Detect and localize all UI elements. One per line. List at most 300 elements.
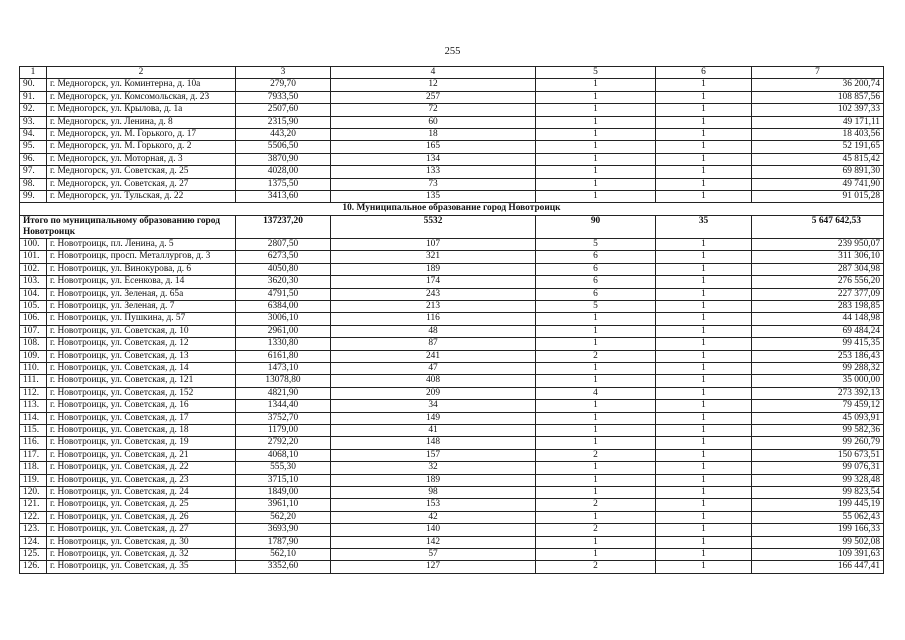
area-cell: 4050,80 <box>236 263 331 275</box>
address-cell: г. Новотроицк, ул. Советская, д. 13 <box>47 350 236 362</box>
count-cell: 72 <box>331 104 536 116</box>
cost-cell: 99 582,36 <box>752 424 884 436</box>
address-cell: г. Новотроицк, ул. Винокурова, д. 6 <box>47 263 236 275</box>
col6-cell: 1 <box>656 449 752 461</box>
total-row <box>20 215 884 238</box>
table-row <box>20 325 884 337</box>
col6-cell: 1 <box>656 141 752 153</box>
row-number-cell: 111. <box>20 375 47 387</box>
address-cell: г. Медногорск, ул. Тульская, д. 22 <box>47 191 236 203</box>
cost-cell: 311 306,10 <box>752 251 884 263</box>
col5-cell: 5 <box>536 238 656 250</box>
count-cell: 116 <box>331 313 536 325</box>
row-number-cell: 92. <box>20 104 47 116</box>
cost-cell: 102 397,33 <box>752 104 884 116</box>
col6-cell: 1 <box>656 412 752 424</box>
col6-cell: 1 <box>656 79 752 91</box>
area-cell: 6273,50 <box>236 251 331 263</box>
col5-cell: 4 <box>536 387 656 399</box>
register-table-body <box>20 67 884 574</box>
table-row <box>20 561 884 573</box>
col5-cell: 1 <box>536 116 656 128</box>
col5-cell: 1 <box>536 549 656 561</box>
count-cell: 142 <box>331 536 536 548</box>
address-cell: г. Новотроицк, ул. Советская, д. 27 <box>47 524 236 536</box>
row-number-cell: 103. <box>20 276 47 288</box>
cost-cell: 99 260,79 <box>752 437 884 449</box>
table-row <box>20 338 884 350</box>
count-cell: 98 <box>331 487 536 499</box>
row-number-cell: 90. <box>20 79 47 91</box>
cost-cell: 287 304,98 <box>752 263 884 275</box>
col6-cell: 1 <box>656 153 752 165</box>
col6-cell: 1 <box>656 350 752 362</box>
count-cell: 174 <box>331 276 536 288</box>
count-cell: 257 <box>331 91 536 103</box>
header-cell-2: 2 <box>47 67 236 79</box>
cost-cell: 227 377,09 <box>752 288 884 300</box>
col6-cell: 1 <box>656 300 752 312</box>
table-row <box>20 288 884 300</box>
area-cell: 1787,90 <box>236 536 331 548</box>
col5-cell: 1 <box>536 462 656 474</box>
col5-cell: 2 <box>536 449 656 461</box>
count-cell: 73 <box>331 178 536 190</box>
cost-cell: 45 815,42 <box>752 153 884 165</box>
address-cell: г. Медногорск, ул. Коминтерна, д. 10а <box>47 79 236 91</box>
table-row <box>20 524 884 536</box>
col6-cell: 1 <box>656 263 752 275</box>
col6-cell: 1 <box>656 524 752 536</box>
col6-cell: 1 <box>656 288 752 300</box>
address-cell: г. Новотроицк, ул. Советская, д. 17 <box>47 412 236 424</box>
cost-cell: 18 403,56 <box>752 129 884 141</box>
cost-cell: 199 445,19 <box>752 499 884 511</box>
count-cell: 140 <box>331 524 536 536</box>
area-cell: 562,10 <box>236 549 331 561</box>
row-number-cell: 119. <box>20 474 47 486</box>
col5-cell: 1 <box>536 338 656 350</box>
area-cell: 3620,30 <box>236 276 331 288</box>
table-row <box>20 362 884 374</box>
table-row <box>20 375 884 387</box>
count-cell: 243 <box>331 288 536 300</box>
table-row <box>20 153 884 165</box>
count-cell: 127 <box>331 561 536 573</box>
cost-cell: 283 198,85 <box>752 300 884 312</box>
count-cell: 189 <box>331 474 536 486</box>
row-number-cell: 98. <box>20 178 47 190</box>
header-row <box>20 67 884 79</box>
col5-cell: 2 <box>536 350 656 362</box>
cost-cell: 45 093,91 <box>752 412 884 424</box>
total-label: Итого по муниципальному образованию город Новотроицк <box>20 215 236 238</box>
count-cell: 12 <box>331 79 536 91</box>
count-cell: 213 <box>331 300 536 312</box>
area-cell: 2792,20 <box>236 437 331 449</box>
cost-cell: 199 166,33 <box>752 524 884 536</box>
address-cell: г. Новотроицк, ул. Зеленая, д. 7 <box>47 300 236 312</box>
table-row <box>20 424 884 436</box>
col6-cell: 1 <box>656 511 752 523</box>
address-cell: г. Новотроицк, ул. Советская, д. 30 <box>47 536 236 548</box>
address-cell: г. Новотроицк, ул. Советская, д. 23 <box>47 474 236 486</box>
count-cell: 47 <box>331 362 536 374</box>
address-cell: г. Новотроицк, ул. Советская, д. 12 <box>47 338 236 350</box>
register-table <box>19 66 884 574</box>
col5-cell: 1 <box>536 313 656 325</box>
count-cell: 153 <box>331 499 536 511</box>
count-cell: 57 <box>331 549 536 561</box>
row-number-cell: 122. <box>20 511 47 523</box>
area-cell: 2807,50 <box>236 238 331 250</box>
col5-cell: 1 <box>536 400 656 412</box>
col5-cell: 1 <box>536 487 656 499</box>
cost-cell: 69 891,30 <box>752 166 884 178</box>
col6-cell: 1 <box>656 462 752 474</box>
row-number-cell: 123. <box>20 524 47 536</box>
col6-cell: 1 <box>656 325 752 337</box>
count-cell: 157 <box>331 449 536 461</box>
cost-cell: 91 015,28 <box>752 191 884 203</box>
col5-cell: 1 <box>536 91 656 103</box>
col6-cell: 1 <box>656 499 752 511</box>
area-cell: 443,20 <box>236 129 331 141</box>
col5-cell: 6 <box>536 276 656 288</box>
cost-cell: 273 392,13 <box>752 387 884 399</box>
col6-cell: 1 <box>656 116 752 128</box>
row-number-cell: 106. <box>20 313 47 325</box>
col5-cell: 1 <box>536 375 656 387</box>
col5-cell: 6 <box>536 263 656 275</box>
address-cell: г. Новотроицк, пл. Ленина, д. 5 <box>47 238 236 250</box>
area-cell: 1179,00 <box>236 424 331 436</box>
address-cell: г. Новотроицк, ул. Советская, д. 152 <box>47 387 236 399</box>
address-cell: г. Медногорск, ул. М. Горького, д. 17 <box>47 129 236 141</box>
address-cell: г. Новотроицк, ул. Советская, д. 10 <box>47 325 236 337</box>
col6-cell: 1 <box>656 129 752 141</box>
col6-cell: 1 <box>656 424 752 436</box>
address-cell: г. Новотроицк, ул. Пушкина, д. 57 <box>47 313 236 325</box>
count-cell: 18 <box>331 129 536 141</box>
address-cell: г. Новотроицк, ул. Советская, д. 26 <box>47 511 236 523</box>
count-cell: 189 <box>331 263 536 275</box>
row-number-cell: 91. <box>20 91 47 103</box>
cost-cell: 36 200,74 <box>752 79 884 91</box>
count-cell: 107 <box>331 238 536 250</box>
col6-cell: 1 <box>656 549 752 561</box>
total-col5: 90 <box>536 215 656 238</box>
col6-cell: 1 <box>656 91 752 103</box>
col6-cell: 1 <box>656 313 752 325</box>
cost-cell: 166 447,41 <box>752 561 884 573</box>
col6-cell: 1 <box>656 166 752 178</box>
col5-cell: 1 <box>536 511 656 523</box>
col5-cell: 1 <box>536 178 656 190</box>
cost-cell: 52 191,65 <box>752 141 884 153</box>
col5-cell: 1 <box>536 412 656 424</box>
table-row <box>20 129 884 141</box>
address-cell: г. Новотроицк, ул. Советская, д. 22 <box>47 462 236 474</box>
address-cell: г. Медногорск, ул. Ленина, д. 8 <box>47 116 236 128</box>
header-cell-5: 5 <box>536 67 656 79</box>
col6-cell: 1 <box>656 387 752 399</box>
table-row <box>20 238 884 250</box>
header-cell-1: 1 <box>20 67 47 79</box>
col6-cell: 1 <box>656 104 752 116</box>
header-cell-6: 6 <box>656 67 752 79</box>
address-cell: г. Медногорск, ул. Крылова, д. 1а <box>47 104 236 116</box>
section-row <box>20 203 884 215</box>
area-cell: 1344,40 <box>236 400 331 412</box>
count-cell: 149 <box>331 412 536 424</box>
row-number-cell: 115. <box>20 424 47 436</box>
area-cell: 3870,90 <box>236 153 331 165</box>
count-cell: 321 <box>331 251 536 263</box>
address-cell: г. Новотроицк, ул. Зеленая, д. 65а <box>47 288 236 300</box>
area-cell: 3693,90 <box>236 524 331 536</box>
address-cell: г. Медногорск, ул. Моторная, д. 3 <box>47 153 236 165</box>
row-number-cell: 108. <box>20 338 47 350</box>
cost-cell: 253 186,43 <box>752 350 884 362</box>
col6-cell: 1 <box>656 276 752 288</box>
table-row <box>20 350 884 362</box>
col5-cell: 1 <box>536 129 656 141</box>
cost-cell: 108 857,56 <box>752 91 884 103</box>
area-cell: 1849,00 <box>236 487 331 499</box>
cost-cell: 99 076,31 <box>752 462 884 474</box>
table-row <box>20 104 884 116</box>
col5-cell: 1 <box>536 79 656 91</box>
col5-cell: 1 <box>536 474 656 486</box>
table-row <box>20 263 884 275</box>
row-number-cell: 114. <box>20 412 47 424</box>
row-number-cell: 117. <box>20 449 47 461</box>
area-cell: 562,20 <box>236 511 331 523</box>
row-number-cell: 125. <box>20 549 47 561</box>
col6-cell: 1 <box>656 437 752 449</box>
area-cell: 4791,50 <box>236 288 331 300</box>
count-cell: 60 <box>331 116 536 128</box>
col6-cell: 1 <box>656 238 752 250</box>
address-cell: г. Новотроицк, ул. Советская, д. 19 <box>47 437 236 449</box>
section-title: 10. Муниципальное образование город Новотроицк <box>20 203 884 215</box>
address-cell: г. Новотроицк, ул. Советская, д. 16 <box>47 400 236 412</box>
cost-cell: 99 502,08 <box>752 536 884 548</box>
row-number-cell: 126. <box>20 561 47 573</box>
area-cell: 6384,00 <box>236 300 331 312</box>
cost-cell: 239 950,07 <box>752 238 884 250</box>
area-cell: 2315,90 <box>236 116 331 128</box>
row-number-cell: 120. <box>20 487 47 499</box>
col6-cell: 1 <box>656 338 752 350</box>
col5-cell: 5 <box>536 300 656 312</box>
table-row <box>20 474 884 486</box>
address-cell: г. Новотроицк, ул. Советская, д. 24 <box>47 487 236 499</box>
row-number-cell: 93. <box>20 116 47 128</box>
area-cell: 279,70 <box>236 79 331 91</box>
table-row <box>20 276 884 288</box>
area-cell: 1375,50 <box>236 178 331 190</box>
count-cell: 41 <box>331 424 536 436</box>
area-cell: 13078,80 <box>236 375 331 387</box>
row-number-cell: 101. <box>20 251 47 263</box>
count-cell: 209 <box>331 387 536 399</box>
row-number-cell: 97. <box>20 166 47 178</box>
col5-cell: 1 <box>536 536 656 548</box>
cost-cell: 150 673,51 <box>752 449 884 461</box>
row-number-cell: 110. <box>20 362 47 374</box>
area-cell: 1330,80 <box>236 338 331 350</box>
col5-cell: 1 <box>536 437 656 449</box>
table-row <box>20 79 884 91</box>
table-row <box>20 387 884 399</box>
address-cell: г. Новотроицк, ул. Советская, д. 18 <box>47 424 236 436</box>
area-cell: 2961,00 <box>236 325 331 337</box>
address-cell: г. Новотроицк, просп. Металлургов, д. 3 <box>47 251 236 263</box>
row-number-cell: 94. <box>20 129 47 141</box>
cost-cell: 44 148,98 <box>752 313 884 325</box>
col5-cell: 2 <box>536 561 656 573</box>
cost-cell: 99 823,54 <box>752 487 884 499</box>
col5-cell: 1 <box>536 424 656 436</box>
area-cell: 4028,00 <box>236 166 331 178</box>
cost-cell: 49 171,11 <box>752 116 884 128</box>
col6-cell: 1 <box>656 178 752 190</box>
col6-cell: 1 <box>656 191 752 203</box>
row-number-cell: 96. <box>20 153 47 165</box>
address-cell: г. Медногорск, ул. Советская, д. 27 <box>47 178 236 190</box>
count-cell: 34 <box>331 400 536 412</box>
table-row <box>20 116 884 128</box>
row-number-cell: 102. <box>20 263 47 275</box>
row-number-cell: 116. <box>20 437 47 449</box>
area-cell: 3961,10 <box>236 499 331 511</box>
row-number-cell: 95. <box>20 141 47 153</box>
col6-cell: 1 <box>656 375 752 387</box>
cost-cell: 99 415,35 <box>752 338 884 350</box>
address-cell: г. Медногорск, ул. М. Горького, д. 2 <box>47 141 236 153</box>
area-cell: 6161,80 <box>236 350 331 362</box>
table-row <box>20 166 884 178</box>
address-cell: г. Новотроицк, ул. Советская, д. 21 <box>47 449 236 461</box>
col5-cell: 1 <box>536 104 656 116</box>
count-cell: 165 <box>331 141 536 153</box>
total-count: 5532 <box>331 215 536 238</box>
col6-cell: 1 <box>656 251 752 263</box>
cost-cell: 99 288,32 <box>752 362 884 374</box>
col5-cell: 1 <box>536 153 656 165</box>
area-cell: 3413,60 <box>236 191 331 203</box>
count-cell: 408 <box>331 375 536 387</box>
table-row <box>20 141 884 153</box>
area-cell: 7933,50 <box>236 91 331 103</box>
area-cell: 5506,50 <box>236 141 331 153</box>
col6-cell: 1 <box>656 487 752 499</box>
total-col6: 35 <box>656 215 752 238</box>
area-cell: 3352,60 <box>236 561 331 573</box>
header-cell-3: 3 <box>236 67 331 79</box>
table-row <box>20 300 884 312</box>
table-row <box>20 251 884 263</box>
area-cell: 2507,60 <box>236 104 331 116</box>
row-number-cell: 112. <box>20 387 47 399</box>
page-number: 255 <box>444 46 461 57</box>
row-number-cell: 99. <box>20 191 47 203</box>
total-area: 137237,20 <box>236 215 331 238</box>
address-cell: г. Новотроицк, ул. Советская, д. 32 <box>47 549 236 561</box>
cost-cell: 276 556,20 <box>752 276 884 288</box>
count-cell: 135 <box>331 191 536 203</box>
cost-cell: 55 062,43 <box>752 511 884 523</box>
cost-cell: 99 328,48 <box>752 474 884 486</box>
address-cell: г. Новотроицк, ул. Есенкова, д. 14 <box>47 276 236 288</box>
table-row <box>20 449 884 461</box>
count-cell: 42 <box>331 511 536 523</box>
col5-cell: 1 <box>536 166 656 178</box>
count-cell: 32 <box>331 462 536 474</box>
col5-cell: 1 <box>536 325 656 337</box>
table-row <box>20 462 884 474</box>
table-row <box>20 400 884 412</box>
address-cell: г. Новотроицк, ул. Советская, д. 14 <box>47 362 236 374</box>
address-cell: г. Медногорск, ул. Советская, д. 25 <box>47 166 236 178</box>
address-cell: г. Новотроицк, ул. Советская, д. 25 <box>47 499 236 511</box>
address-cell: г. Медногорск, ул. Комсомольская, д. 23 <box>47 91 236 103</box>
address-cell: г. Новотроицк, ул. Советская, д. 35 <box>47 561 236 573</box>
cost-cell: 109 391,63 <box>752 549 884 561</box>
col6-cell: 1 <box>656 536 752 548</box>
area-cell: 3752,70 <box>236 412 331 424</box>
cost-cell: 79 459,12 <box>752 400 884 412</box>
col6-cell: 1 <box>656 474 752 486</box>
row-number-cell: 124. <box>20 536 47 548</box>
count-cell: 148 <box>331 437 536 449</box>
table-row <box>20 487 884 499</box>
cost-cell: 49 741,90 <box>752 178 884 190</box>
count-cell: 48 <box>331 325 536 337</box>
area-cell: 3006,10 <box>236 313 331 325</box>
area-cell: 555,30 <box>236 462 331 474</box>
table-row <box>20 412 884 424</box>
count-cell: 133 <box>331 166 536 178</box>
area-cell: 3715,10 <box>236 474 331 486</box>
col5-cell: 1 <box>536 362 656 374</box>
area-cell: 1473,10 <box>236 362 331 374</box>
count-cell: 241 <box>331 350 536 362</box>
row-number-cell: 107. <box>20 325 47 337</box>
row-number-cell: 113. <box>20 400 47 412</box>
count-cell: 134 <box>331 153 536 165</box>
row-number-cell: 109. <box>20 350 47 362</box>
table-row <box>20 313 884 325</box>
col6-cell: 1 <box>656 561 752 573</box>
table-row <box>20 511 884 523</box>
header-cell-7: 7 <box>752 67 884 79</box>
cost-cell: 69 484,24 <box>752 325 884 337</box>
row-number-cell: 121. <box>20 499 47 511</box>
table-row <box>20 499 884 511</box>
header-cell-4: 4 <box>331 67 536 79</box>
row-number-cell: 105. <box>20 300 47 312</box>
address-cell: г. Новотроицк, ул. Советская, д. 121 <box>47 375 236 387</box>
col6-cell: 1 <box>656 362 752 374</box>
col5-cell: 6 <box>536 251 656 263</box>
area-cell: 4821,90 <box>236 387 331 399</box>
row-number-cell: 100. <box>20 238 47 250</box>
table-row <box>20 549 884 561</box>
row-number-cell: 104. <box>20 288 47 300</box>
